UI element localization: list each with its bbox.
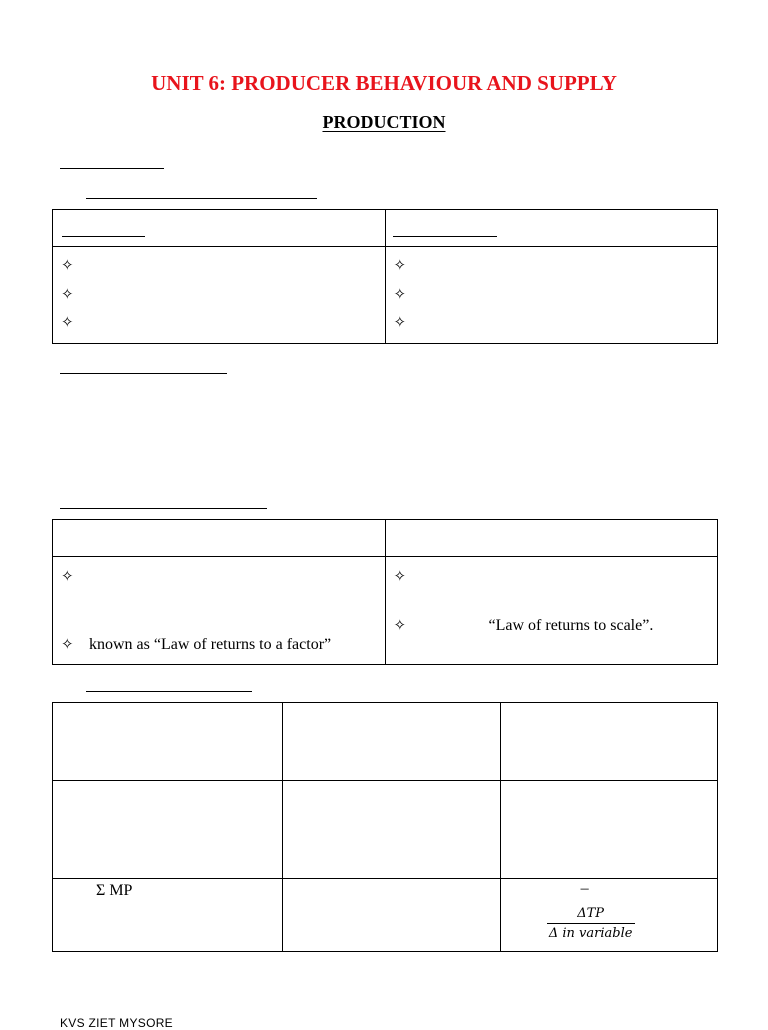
comparison-table-2	[52, 519, 718, 665]
table2-body-right	[385, 557, 718, 665]
table2-header-right	[385, 520, 718, 557]
footer-text: KVS ZIET MYSORE	[60, 1016, 173, 1030]
table1-header-left-rule	[62, 236, 145, 237]
bullet-icon: ✧	[393, 285, 407, 303]
bullet-icon: ✧	[393, 567, 407, 585]
table2-header-left	[53, 520, 386, 557]
table1-header-right-rule	[393, 236, 497, 237]
law-returns-scale-text: “Law of returns to scale”.	[488, 617, 654, 634]
table1-header-left	[53, 210, 386, 247]
table2-body-left	[53, 557, 386, 665]
heading-rule-4	[60, 508, 267, 509]
mp-fraction	[545, 906, 637, 941]
bullet-icon: ✧	[61, 313, 74, 331]
bullet-icon: ✧	[393, 256, 407, 274]
fraction-numerator: ΔTP	[577, 906, 605, 921]
table1-body-right	[385, 247, 718, 344]
comparison-table-1	[52, 209, 718, 344]
heading-rule-5	[86, 691, 252, 692]
formula-dash: –	[580, 880, 589, 897]
table3-cell-r3c2	[283, 879, 500, 952]
table1-header-right	[385, 210, 718, 247]
law-returns-factor-text: known as “Law of returns to a factor”	[89, 636, 332, 653]
heading-rule-1	[60, 168, 164, 169]
table1-body-left	[53, 247, 386, 344]
table3-cell-r3c1	[53, 879, 283, 952]
table3-cell-r2c2	[283, 781, 500, 879]
fraction-denominator: Δ in variable	[548, 926, 633, 941]
table3-cell-r1c3	[500, 703, 717, 781]
sum-mp-formula: Σ MP	[96, 882, 133, 899]
product-concepts-table	[52, 702, 718, 952]
bullet-icon: ✧	[393, 313, 407, 331]
bullet-icon: ✧	[61, 285, 74, 303]
table3-cell-r2c1	[53, 781, 283, 879]
section-title: PRODUCTION	[322, 112, 446, 132]
bullet-icon: ✧	[61, 567, 74, 585]
bullet-icon: ✧	[61, 635, 74, 653]
bullet-icon: ✧	[393, 616, 407, 634]
table3-cell-r1c2	[283, 703, 500, 781]
unit-title: UNIT 6: PRODUCER BEHAVIOUR AND SUPPLY	[151, 71, 617, 95]
bullet-icon: ✧	[61, 256, 74, 274]
heading-rule-3	[60, 373, 227, 374]
table3-cell-r3c3	[500, 879, 717, 952]
table3-cell-r2c3	[500, 781, 717, 879]
table3-cell-r1c1	[53, 703, 283, 781]
heading-rule-2	[86, 198, 317, 199]
